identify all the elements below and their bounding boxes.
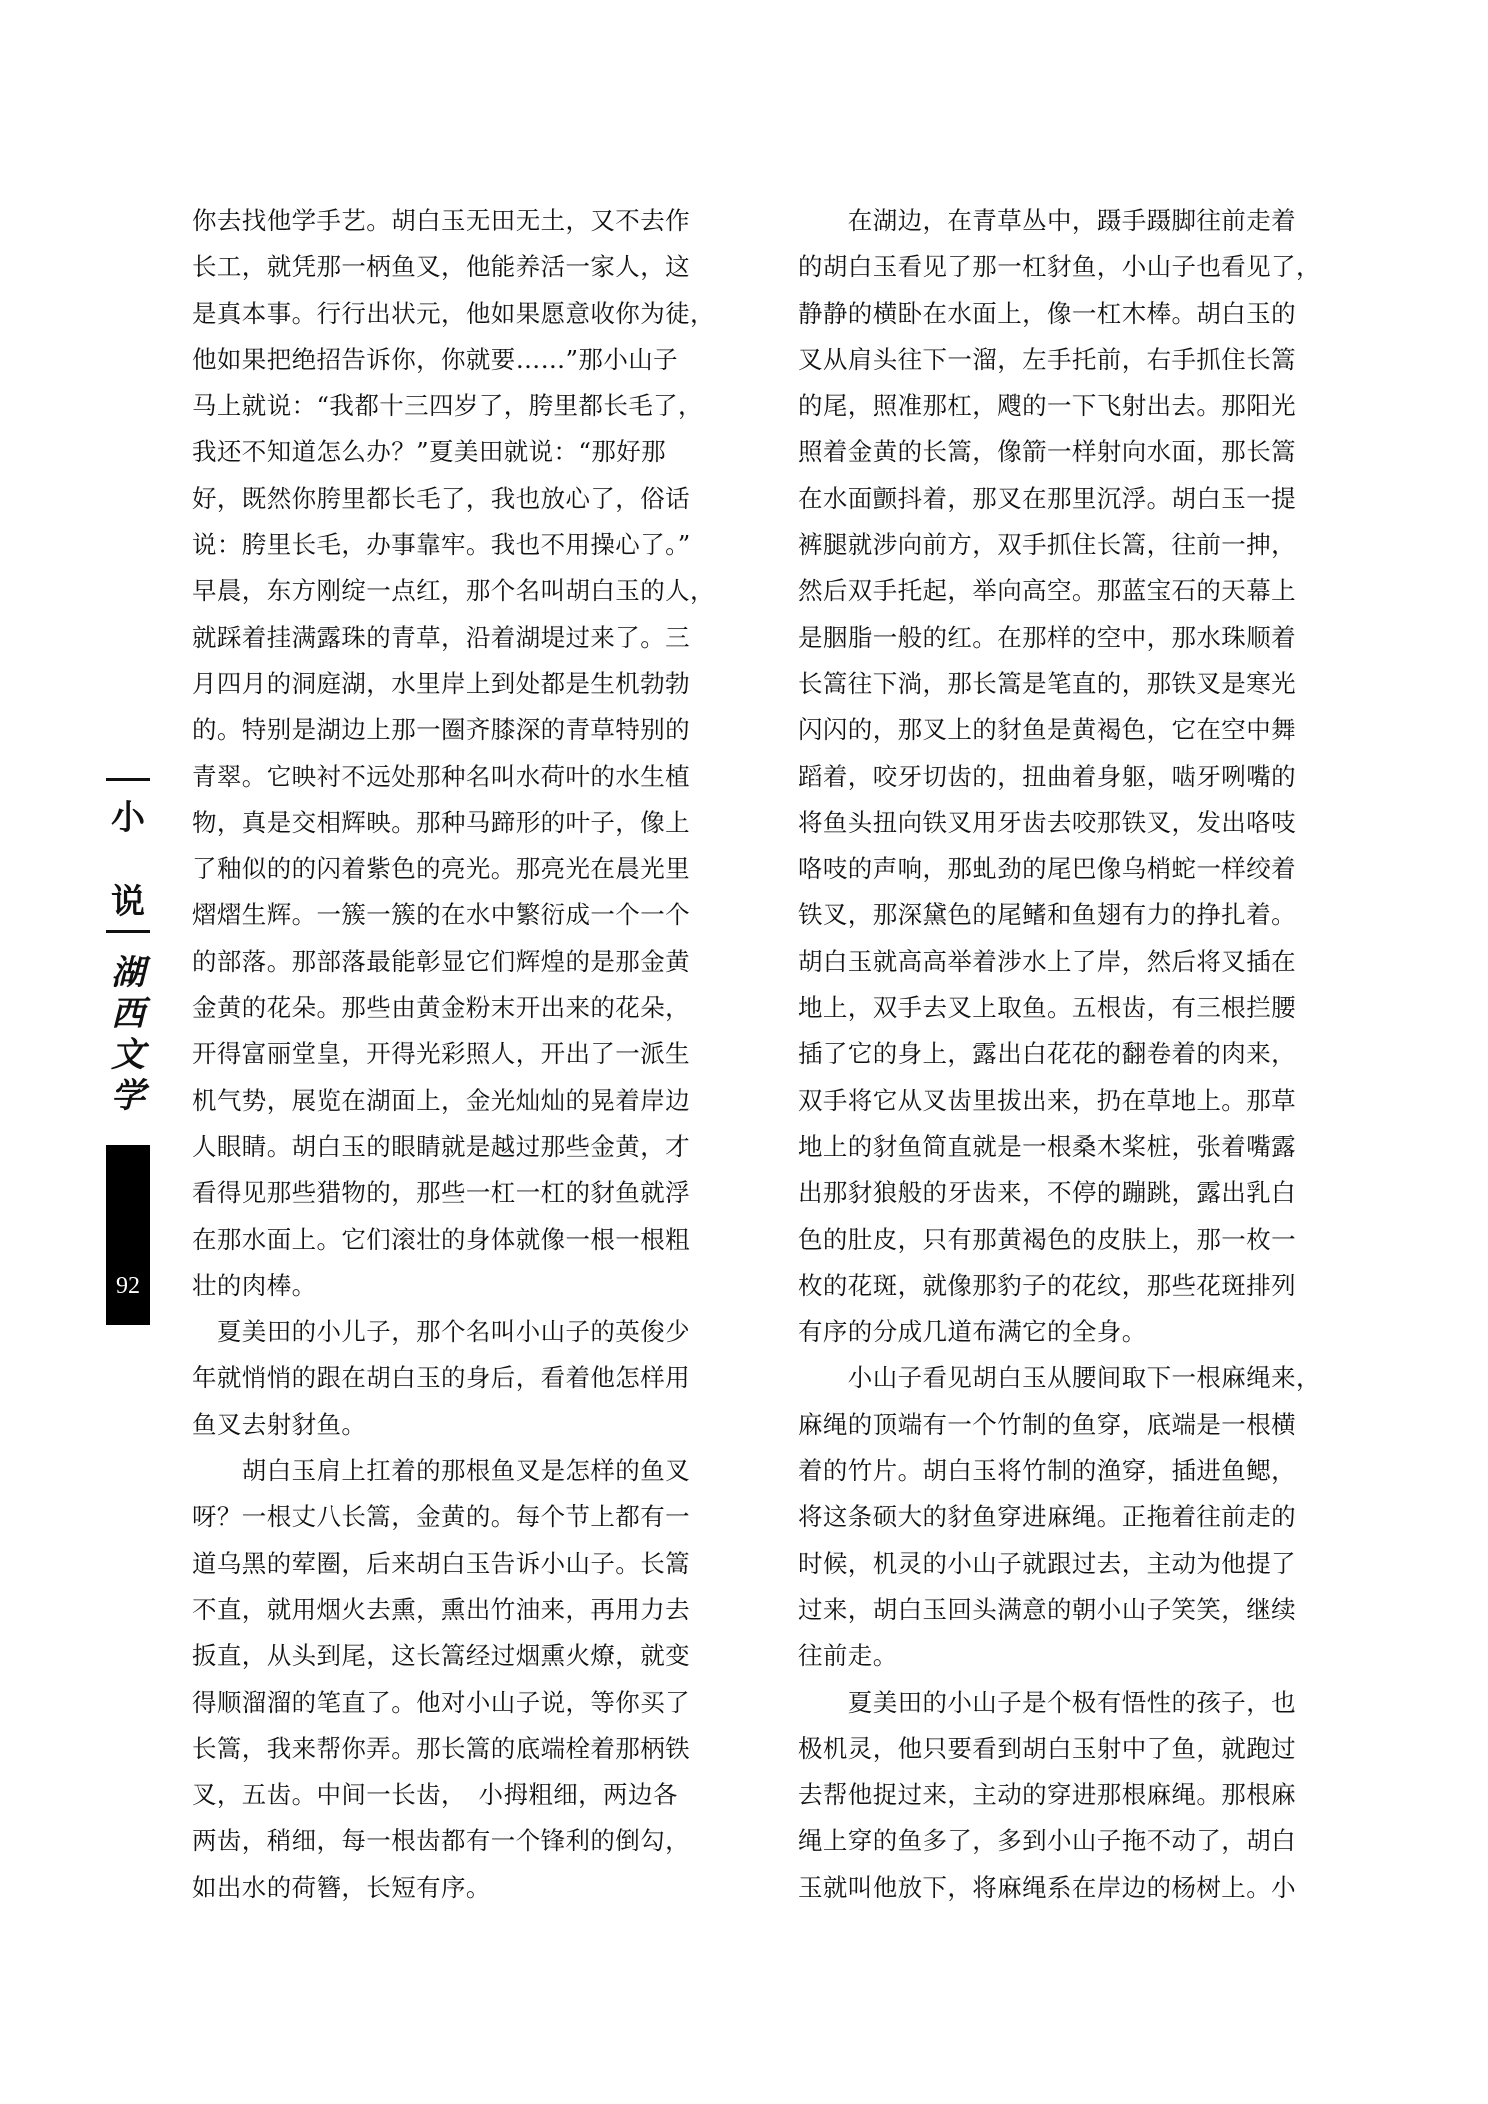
- magazine-char: 西: [111, 994, 145, 1034]
- text-line: 长篙，我来帮你弄。那长篙的底端栓着那柄铁: [192, 1733, 690, 1763]
- text-line: 看得见那些猎物的，那些一杠一杠的豺鱼就浮: [192, 1178, 690, 1208]
- text-line: 麻绳的顶端有一个竹制的鱼穿，底端是一根横: [798, 1409, 1296, 1439]
- right-text-column: [798, 198, 1343, 1911]
- text-line: 将这条硕大的豺鱼穿进麻绳。正拖着往前走的: [798, 1502, 1296, 1532]
- text-line: 长工，就凭那一柄鱼叉，他能养活一家人，这: [192, 252, 690, 282]
- text-line: 早晨，东方刚绽一点红，那个名叫胡白玉的人，: [192, 576, 715, 606]
- text-line: 静静的横卧在水面上，像一杠木棒。胡白玉的: [798, 298, 1296, 328]
- text-line: 插了它的身上，露出白花花的翻卷着的肉来，: [798, 1039, 1296, 1069]
- text-line: 着的竹片。胡白玉将竹制的渔穿，插进鱼鳃，: [798, 1456, 1296, 1486]
- text-line: 了釉似的的闪着紫色的亮光。那亮光在晨光里: [192, 854, 690, 884]
- text-line: 熠熠生辉。一簇一簇的在水中繁衍成一个一个: [192, 900, 690, 930]
- text-line: 地上，双手去叉上取鱼。五根齿，有三根拦腰: [798, 993, 1296, 1023]
- text-line: 过来，胡白玉回头满意的朝小山子笑笑，继续: [798, 1594, 1296, 1624]
- left-text-column: [192, 198, 737, 1911]
- magazine-logo: [108, 953, 148, 1119]
- text-line: 有序的分成几道布满它的全身。: [798, 1317, 1147, 1347]
- rule-top: [106, 778, 150, 781]
- text-line: 时候，机灵的小山子就跟过去，主动为他提了: [798, 1548, 1296, 1578]
- text-line: 色的肚皮，只有那黄褐色的皮肤上，那一枚一: [798, 1224, 1296, 1254]
- text-line: 蹈着，咬牙切齿的，扭曲着身躯，啮牙咧嘴的: [798, 761, 1296, 791]
- text-line: 的尾，照准那杠，飕的一下飞射出去。那阳光: [798, 391, 1296, 421]
- text-line: 夏美田的小儿子，那个名叫小山子的英俊少: [192, 1317, 690, 1347]
- text-line: 在水面颤抖着，那叉在那里沉浮。胡白玉一提: [798, 483, 1296, 513]
- text-line: 往前走。: [798, 1641, 898, 1671]
- text-line: 年就悄悄的跟在胡白玉的身后，看着他怎样用: [192, 1363, 690, 1393]
- section-char-1: 小: [111, 798, 145, 838]
- text-line: 月四月的洞庭湖，水里岸上到处都是生机勃勃: [192, 668, 690, 698]
- text-line: 就踩着挂满露珠的青草，沿着湖堤过来了。三: [192, 622, 690, 652]
- section-char-2: 说: [111, 882, 145, 922]
- magazine-char: 湖: [111, 953, 145, 993]
- text-line: 长篙往下淌，那长篙是笔直的，那铁叉是寒光: [798, 668, 1296, 698]
- text-line: 鱼叉去射豺鱼。: [192, 1409, 367, 1439]
- text-line: 说：胯里长毛，办事靠牢。我也不用操心了。”: [192, 530, 691, 560]
- text-line: 人眼睛。胡白玉的眼睛就是越过那些金黄，才: [192, 1131, 690, 1161]
- text-line: 地上的豺鱼简直就是一根桑木桨桩，张着嘴露: [798, 1131, 1296, 1161]
- text-line: 得顺溜溜的笔直了。他对小山子说，等你买了: [192, 1687, 690, 1717]
- text-line: 如出水的荷簪，长短有序。: [192, 1872, 491, 1902]
- text-line: 的胡白玉看见了那一杠豺鱼，小山子也看见了，: [798, 252, 1321, 282]
- text-line: 将鱼头扭向铁叉用牙齿去咬那铁叉，发出咯吱: [798, 807, 1296, 837]
- text-line: 小山子看见胡白玉从腰间取下一根麻绳来，: [798, 1363, 1321, 1393]
- text-line: 是真本事。行行出状元，他如果愿意收你为徒，: [192, 298, 715, 328]
- page-number: 92: [116, 1273, 140, 1299]
- text-line: 照着金黄的长篙，像箭一样射向水面，那长篙: [798, 437, 1296, 467]
- text-line: 好，既然你胯里都长毛了，我也放心了，俗话: [192, 483, 690, 513]
- text-line: 咯吱的声响，那虬劲的尾巴像乌梢蛇一样绞着: [798, 854, 1296, 884]
- text-line: 扳直，从头到尾，这长篙经过烟熏火燎，就变: [192, 1641, 690, 1671]
- text-line: 极机灵，他只要看到胡白玉射中了鱼，就跑过: [798, 1733, 1296, 1763]
- text-line: 出那豺狼般的牙齿来，不停的蹦跳，露出乳白: [798, 1178, 1296, 1208]
- rule-middle: [106, 930, 150, 933]
- text-line: 青翠。它映衬不远处那种名叫水荷叶的水生植: [192, 761, 690, 791]
- text-line: 金黄的花朵。那些由黄金粉末开出来的花朵，: [192, 993, 690, 1023]
- text-line: 开得富丽堂皇，开得光彩照人，开出了一派生: [192, 1039, 690, 1069]
- text-line: 是胭脂一般的红。在那样的空中，那水珠顺着: [798, 622, 1296, 652]
- text-line: 然后双手托起，举向高空。那蓝宝石的天幕上: [798, 576, 1296, 606]
- text-line: 我还不知道怎么办？”夏美田就说：“那好那: [192, 437, 667, 467]
- text-line: 机气势，展览在湖面上，金光灿灿的晃着岸边: [192, 1085, 690, 1115]
- text-line: 不直，就用烟火去熏，熏出竹油来，再用力去: [192, 1594, 690, 1624]
- text-line: 壮的肉棒。: [192, 1270, 317, 1300]
- text-line: 裤腿就涉向前方，双手抓住长篙，往前一抻，: [798, 530, 1296, 560]
- text-line: 铁叉，那深黛色的尾鳍和鱼翅有力的挣扎着。: [798, 900, 1296, 930]
- text-line: 夏美田的小山子是个极有悟性的孩子，也: [798, 1687, 1296, 1717]
- text-line: 去帮他捉过来，主动的穿进那根麻绳。那根麻: [798, 1780, 1296, 1810]
- text-line: 道乌黑的荤圈，后来胡白玉告诉小山子。长篙: [192, 1548, 690, 1578]
- text-line: 在那水面上。它们滚壮的身体就像一根一根粗: [192, 1224, 690, 1254]
- text-line: 玉就叫他放下，将麻绳系在岸边的杨树上。小: [798, 1872, 1296, 1902]
- text-line: 胡白玉就高高举着涉水上了岸，然后将叉插在: [798, 946, 1296, 976]
- text-line: 马上就说：“我都十三四岁了，胯里都长毛了，: [192, 391, 703, 421]
- text-line: 枚的花斑，就像那豹子的花纹，那些花斑排列: [798, 1270, 1296, 1300]
- text-line: 胡白玉肩上扛着的那根鱼叉是怎样的鱼叉: [192, 1456, 690, 1486]
- text-line: 物，真是交相辉映。那种马蹄形的叶子，像上: [192, 807, 690, 837]
- text-line: 呀？一根丈八长篙，金黄的。每个节上都有一: [192, 1502, 690, 1532]
- text-line: 在湖边，在青草丛中，蹑手蹑脚往前走着: [798, 206, 1296, 235]
- text-line: 闪闪的，那叉上的豺鱼是黄褐色，它在空中舞: [798, 715, 1296, 745]
- text-line: 的。特别是湖边上那一圈齐膝深的青草特别的: [192, 715, 690, 745]
- magazine-char: 学: [111, 1076, 145, 1116]
- text-line: 叉，五齿。中间一长齿， 小拇粗细，两边各: [192, 1780, 678, 1810]
- text-line: 的部落。那部落最能彰显它们辉煌的是那金黄: [192, 946, 690, 976]
- text-line: 他如果把绝招告诉你，你就要……”那小山子: [192, 344, 679, 374]
- text-line: 你去找他学手艺。胡白玉无田无土，又不去作: [192, 206, 690, 235]
- text-line: 绳上穿的鱼多了，多到小山子拖不动了，胡白: [798, 1826, 1296, 1856]
- text-line: 双手将它从叉齿里拔出来，扔在草地上。那草: [798, 1085, 1296, 1115]
- text-line: 叉从肩头往下一溜，左手托前，右手抓住长篙: [798, 344, 1296, 374]
- magazine-char: 文: [111, 1035, 145, 1075]
- text-line: 两齿，稍细，每一根齿都有一个锋利的倒勾，: [192, 1826, 690, 1856]
